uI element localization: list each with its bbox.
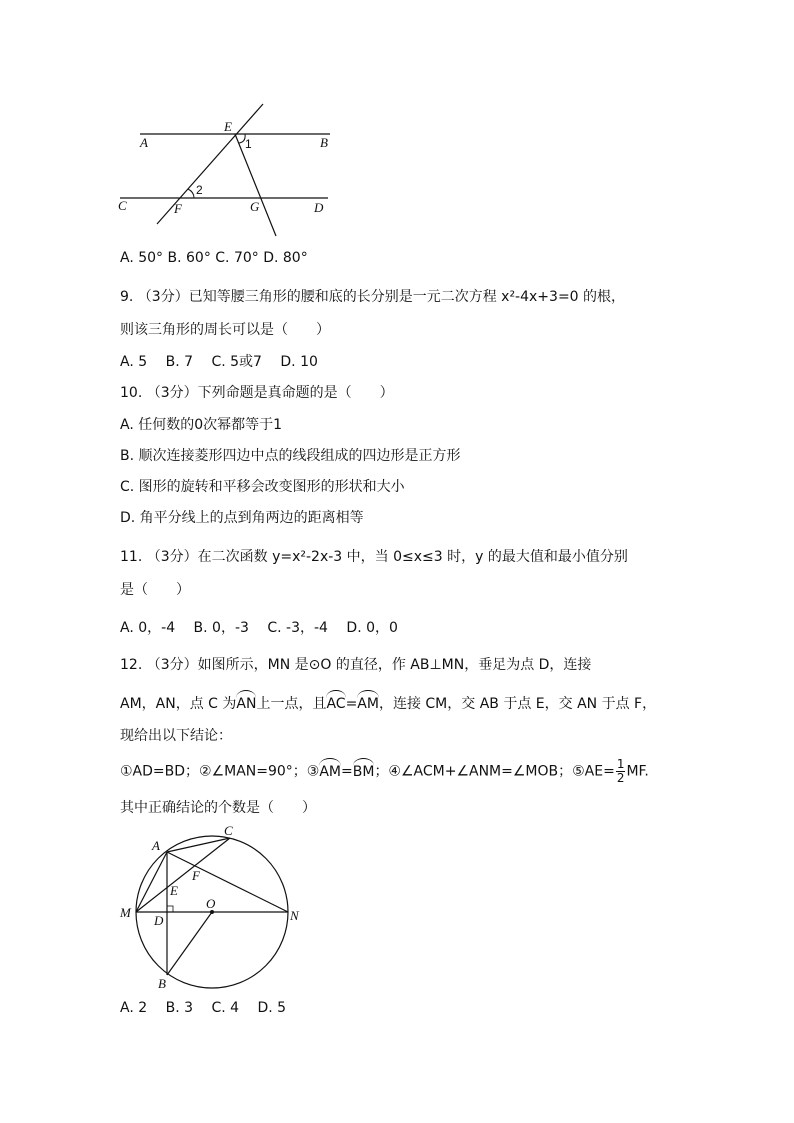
label-B: B [158,976,166,991]
segment-am [136,852,167,912]
q10-stem: 10. （3分）下列命题是真命题的是（ ） [120,385,394,401]
conclusions-part2: ；④∠ACM+∠ANM=∠MOB；⑤AE= [374,763,615,780]
q12-stem-line5: 其中正确结论的个数是（ ） [120,800,316,816]
conclusions-eq: = [341,763,353,780]
label-F: F [192,868,200,883]
angle-2-arc [188,189,194,198]
conclusions-part1: ①AD=BD；②∠MAN=90°；③ [120,763,320,780]
q12-conclusions [120,758,649,785]
label-N: N [290,908,299,923]
q9-options: A. 5 B. 7 C. 5或7 D. 10 [120,354,318,370]
q8-options: A. 50° B. 60° C. 70° D. 80° [120,250,308,266]
q9-stem-line1: 9. （3分）已知等腰三角形的腰和底的长分别是一元二次方程 x²-4x+3=0 的根， [120,289,626,305]
label-M: M [120,905,131,920]
fraction-numerator: 1 [616,757,625,771]
label-angle-1: 1 [245,137,252,151]
q12-text-a: AM，AN，点 C 为 [120,696,237,712]
arc-am: AM [357,691,379,714]
conclusions-part3: MF. [626,763,649,780]
label-angle-2: 2 [196,183,203,197]
q10-option-c: C. 图形的旋转和平移会改变图形的形状和大小 [120,479,405,495]
label-O: O [206,896,216,911]
segment-an [167,852,288,912]
label-A: A [152,838,160,853]
segment-ob [167,912,212,975]
q11-stem-line2: 是（ ） [120,582,190,598]
parallel-lines-figure [110,98,350,238]
label-G: G [250,199,260,214]
label-A: A [140,135,148,150]
label-E: E [224,119,232,134]
right-angle-mark [167,906,173,912]
arc-am-2: AM [319,759,341,782]
fraction-denominator: 2 [616,771,625,785]
segment-cm [136,838,230,912]
q11-options: A. 0，-4 B. 0，-3 C. -3，-4 D. 0，0 [120,620,398,636]
q10-option-a: A. 任何数的0次幂都等于1 [120,417,283,433]
label-E: E [170,883,178,898]
label-C: C [118,198,127,213]
q12-eq: = [345,696,358,712]
arc-ac: AC [326,691,345,714]
label-D: D [154,913,164,928]
arc-bm: BM [353,759,375,782]
q12-stem-line1: 12. （3分）如图所示，MN 是⊙O 的直径，作 AB⊥MN，垂足为点 D，连接 [120,657,592,673]
label-B: B [320,135,328,150]
q12-text-b: 上一点，且 [256,696,327,712]
fraction-one-half [616,758,626,785]
q9-stem-line2: 则该三角形的周长可以是（ ） [120,322,330,338]
q12-stem-line3: 现给出以下结论： [120,728,232,744]
label-D: D [314,200,324,215]
label-F: F [174,201,182,216]
label-C: C [224,823,233,838]
q12-stem-line2 [120,691,656,714]
arc-an: AN [236,691,256,714]
circle-figure [112,822,312,1002]
q12-options: A. 2 B. 3 C. 4 D. 5 [120,1000,287,1016]
q11-stem-line1: 11. （3分）在二次函数 y=x²-2x-3 中，当 0≤x≤3 时，y 的最大值和最小值分别 [120,549,628,565]
q12-text-c: ，连接 CM，交 AB 于点 E，交 AN 于点 F， [378,696,657,712]
q10-option-b: B. 顺次连接菱形四边中点的线段组成的四边形是正方形 [120,448,461,464]
line-eg [235,134,276,236]
q10-option-d: D. 角平分线上的点到角两边的距离相等 [120,510,364,526]
